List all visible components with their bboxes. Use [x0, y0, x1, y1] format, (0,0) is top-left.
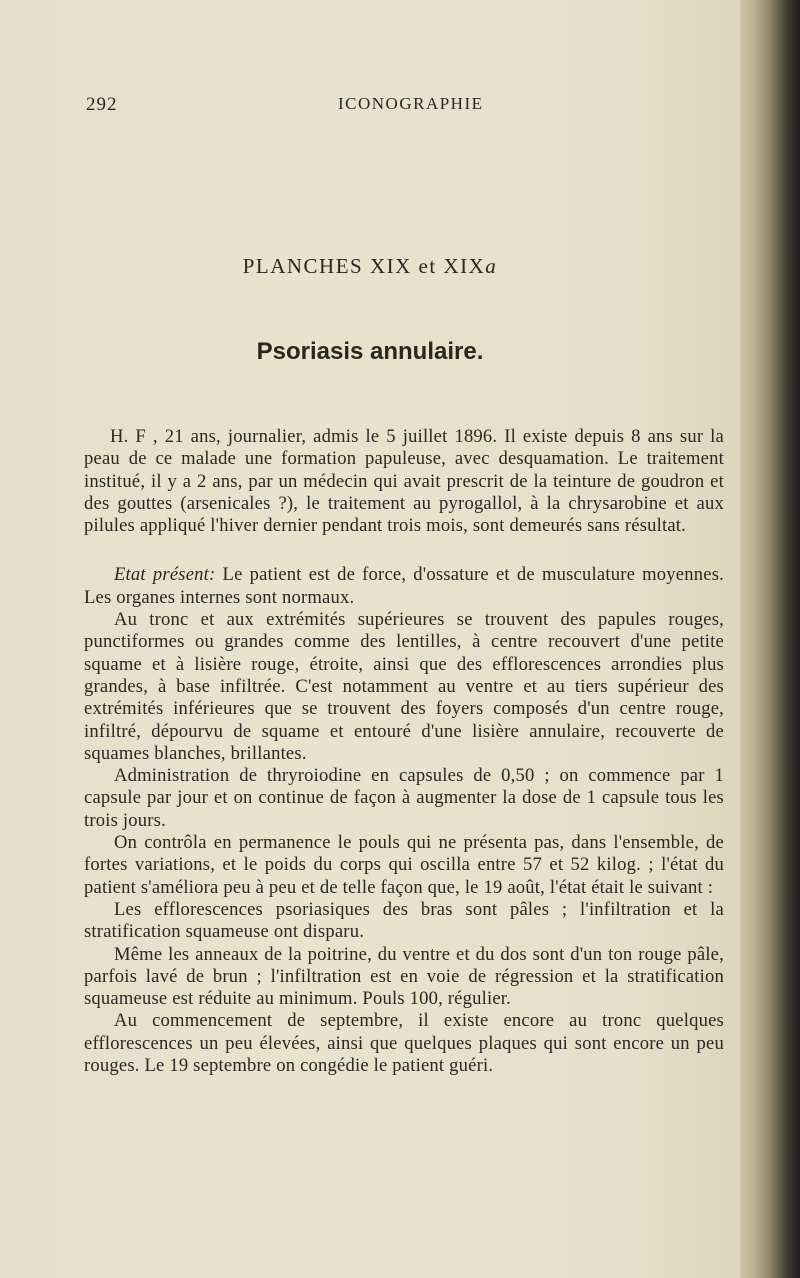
paragraph-intro: H. F , 21 ans, journalier, admis le 5 juillet 1896. Il existe depuis 8 ans sur la peau de ce malade une formation papuleuse, avec desquamation. Le traitement institué, il y a 2 ans, par un médecin qui avait prescrit de la teinture de goudron et des gouttes (arsenicales ?), le traitement au pyrogallol, à la chrysarobine et aux pilules appliqué l'hiver dernier pendant trois mois, sont demeurés sans résultat. [84, 426, 724, 537]
running-title: ICONOGRAPHIE [338, 94, 484, 113]
plates-heading-suffix: a [485, 254, 498, 278]
plates-heading-text: PLANCHES XIX et XIX [242, 254, 486, 278]
plates-heading [0, 254, 740, 279]
paragraph-monitoring: On contrôla en permanence le pouls qui ne présenta pas, dans l'ensemble, de fortes variations, et le poids du corps qui oscilla entre 57 et 52 kilog. ; l'état du patient s'améliora peu à peu et de telle façon que, le 19 août, l'état était le suivant : [84, 832, 724, 898]
present-state-label: Etat présent: [114, 564, 216, 586]
paragraph-september: Au commencement de septembre, il existe encore au tronc quelques efflorescences un peu élevées, ainsi que quelques plaques qui sont encore un peu rouges. Le 19 septembre on congédie le patient guéri. [84, 1010, 724, 1077]
paragraph-treatment: Administration de thryroiodine en capsules de 0,50 ; on commence par 1 capsule par jour et on continue de façon à augmenter la dose de 1 capsule tous les trois jours. [84, 765, 724, 831]
page-number: 292 [86, 94, 118, 115]
book-spine-edge [740, 0, 800, 1278]
paragraph-chest: Même les anneaux de la poitrine, du ventre et du dos sont d'un ton rouge pâle, parfois lavé de brun ; l'infiltration est en voie de régression et la stratification squameuse est réduite au minimum. Pouls 100, régulier. [84, 943, 724, 1010]
paragraph-arms: Les efflorescences psoriasiques des bras sont pâles ; l'infiltration et la stratification squameuse ont disparu. [84, 898, 724, 943]
section-title: Psoriasis annulaire. [256, 338, 484, 365]
running-head [86, 94, 726, 118]
case-report [84, 426, 724, 1077]
paragraph-present-state [84, 564, 724, 609]
present-state-text: Le patient est de force, d'ossature et de musculature moyennes. Les organes internes sont normaux. [84, 564, 724, 608]
paragraph-trunk: Au tronc et aux extrémités supérieures se trouvent des papules rouges, punctiformes ou grandes comme des lentilles, à centre recouvert d'une petite squame et à lisière rouge, étroite, ainsi que des efflorescences arrondies plus grandes, à base infiltrée. C'est notamment au ventre et au tiers supérieur des extrémités inférieures que se trouvent des foyers composés d'un centre rouge, infiltré, dépourvu de squame et entouré d'une lisière annulaire, recouverte de squames blanches, brillantes. [84, 609, 724, 764]
